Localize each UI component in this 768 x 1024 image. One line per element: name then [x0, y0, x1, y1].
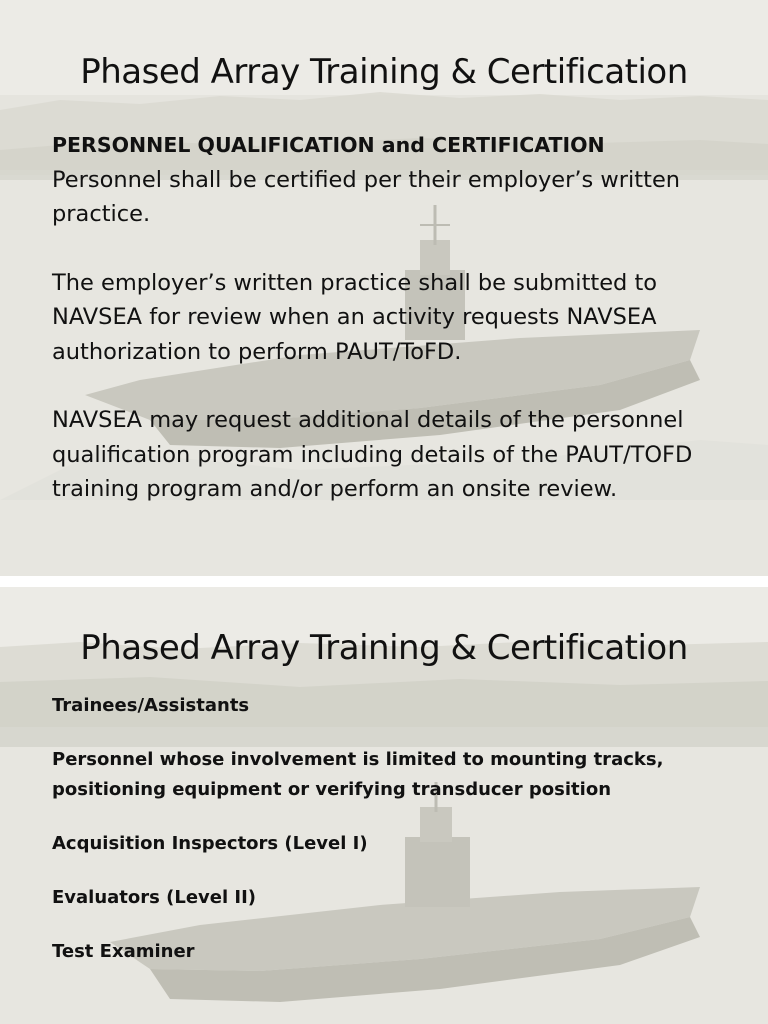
paragraph-2: The employer’s written practice shall be submitted to NAVSEA for review when an activity requests NAVSEA authorization to perform PAUT/ToFD. — [52, 269, 658, 365]
slide-body — [52, 128, 732, 541]
list-item-test-examiner: Test Examiner — [52, 941, 195, 962]
list-item-personnel: Personnel whose involvement is limited to mounting tracks, positioning equipment or verifying transducer position — [52, 749, 664, 800]
paragraph-3: NAVSEA may request additional details of the personnel qualification program including details of the PAUT/TOFD training program and/or perform an onsite review. — [52, 407, 693, 502]
list-item-acquisition-inspectors: Acquisition Inspectors (Level I) — [52, 833, 368, 854]
slide-2 — [0, 587, 768, 1024]
slide-divider — [0, 576, 768, 587]
list-item-trainees: Trainees/Assistants — [52, 695, 250, 716]
slide-title: Phased Array Training & Certification — [80, 52, 688, 92]
paragraph-1: Personnel shall be certified per their employer’s written practice. — [52, 166, 681, 227]
slide-body — [52, 691, 732, 991]
slide-title: Phased Array Training & Certification — [80, 628, 688, 668]
list-item-evaluators: Evaluators (Level II) — [52, 887, 257, 908]
section-heading: PERSONNEL QUALIFICATION and CERTIFICATION — [52, 133, 605, 157]
